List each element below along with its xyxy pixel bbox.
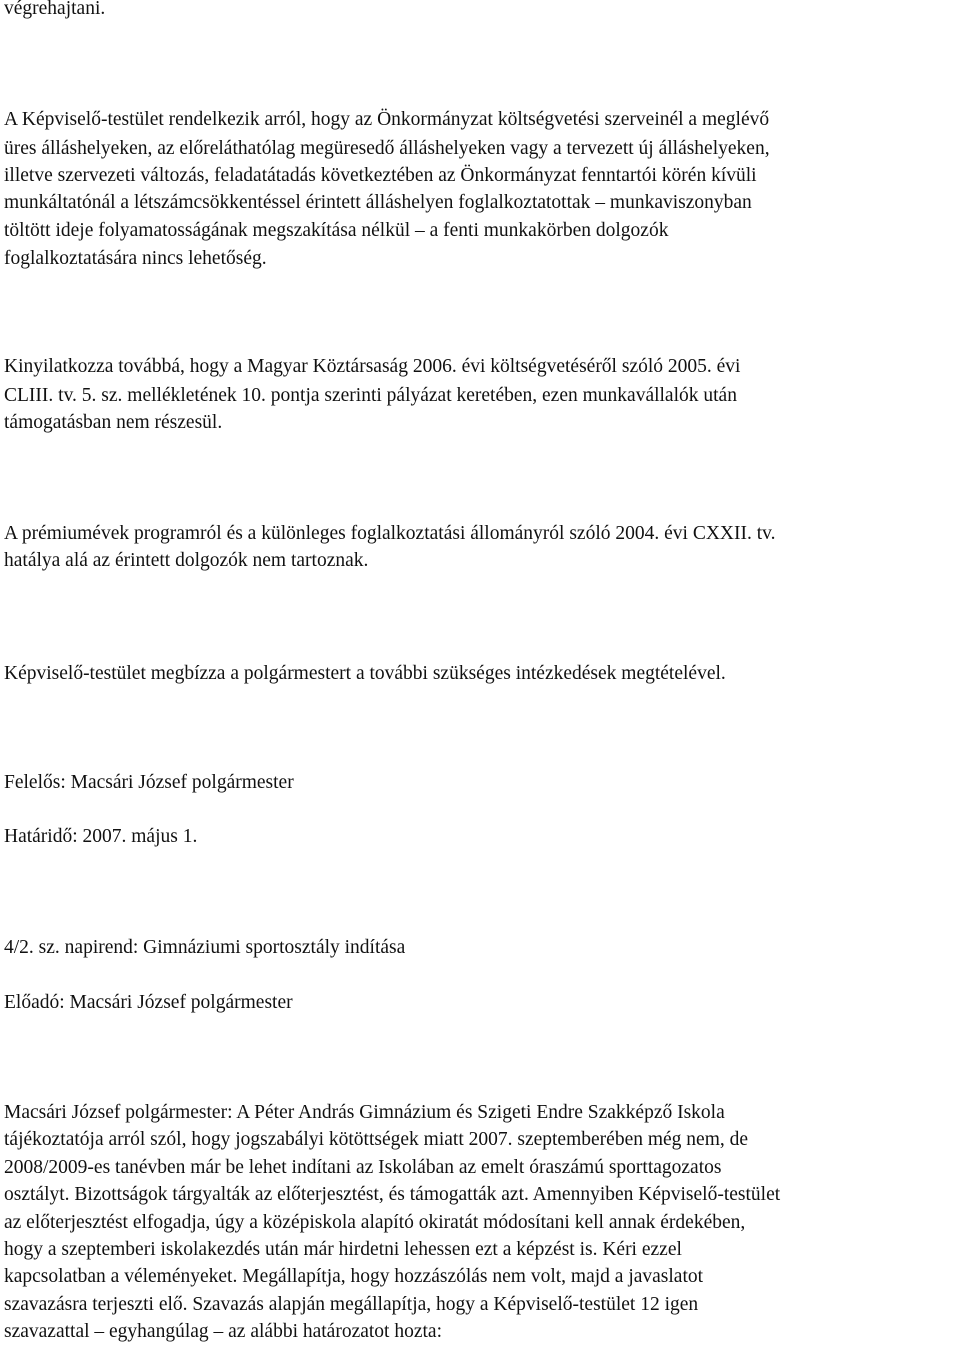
paragraph-mandate: Képviselő-testület megbízza a polgármestert a további szükséges intézkedések megtételével. — [4, 663, 726, 684]
text-line: szavazásra terjeszti elő. Szavazás alapján megállapítja, hogy a Képviselő-testület 12 igen — [4, 1294, 699, 1315]
deadline: Határidő: 2007. május 1. — [4, 826, 198, 847]
text-line: szavazattal – egyhangúlag – az alábbi határozatot hozta: — [4, 1321, 442, 1342]
text-line: üres álláshelyeken, az előreláthatólag megüresedő álláshelyeken vagy a tervezett új álláshelyeken, — [4, 138, 770, 159]
text-line: Kinyilatkozza továbbá, hogy a Magyar Köztársaság 2006. évi költségvetéséről szóló 2005. évi — [4, 356, 741, 377]
text-line: illetve szervezeti változás, feladatátadás következtében az Önkormányzat fenntartói körén kívüli — [4, 165, 757, 186]
text-line: foglalkoztatására nincs lehetőség. — [4, 248, 267, 269]
text-line: az előterjesztést elfogadja, úgy a középiskola alapító okiratát módosítani kell annak érdekében, — [4, 1212, 746, 1233]
text-line: A Képviselő-testület rendelkezik arról, hogy az Önkormányzat költségvetési szerveinél a meglévő — [4, 109, 770, 130]
agenda-item-heading: 4/2. sz. napirend: Gimnáziumi sportosztály indítása — [4, 937, 406, 958]
text-line: hatálya alá az érintett dolgozók nem tartoznak. — [4, 550, 369, 571]
text-line: hogy a szeptemberi iskolakezdés után már hirdetni lehessen ezt a képzést is. Kéri ezzel — [4, 1239, 682, 1260]
text-line: támogatásban nem részesül. — [4, 412, 223, 433]
text-line: töltött ideje folyamatosságának megszakítása nélkül – a fenti munkakörben dolgozók — [4, 220, 669, 241]
text-line: A prémiumévek programról és a különleges foglalkoztatási állományról szóló 2004. évi CXXII. tv. — [4, 523, 776, 544]
text-line: Macsári József polgármester: A Péter András Gimnázium és Szigeti Endre Szakképző Iskola — [4, 1102, 725, 1123]
text-line: osztályt. Bizottságok tárgyalták az előterjesztést, és támogatták azt. Amennyiben Képviselő-testület — [4, 1184, 781, 1205]
text-line: CLIII. tv. 5. sz. mellékletének 10. pontja szerinti pályázat keretében, ezen munkavállalók után — [4, 385, 737, 406]
presenter: Előadó: Macsári József polgármester — [4, 992, 293, 1013]
text-line: végrehajtani. — [4, 0, 106, 19]
text-line: munkáltatónál a létszámcsökkentéssel érintett álláshelyen foglalkoztatottak – munkaviszonyban — [4, 192, 752, 213]
text-line: tájékoztatója arról szól, hogy jogszabályi kötöttségek miatt 2007. szeptemberében még nem, de — [4, 1129, 749, 1150]
text-line: 2008/2009-es tanévben már be lehet indítani az Iskolában az emelt óraszámú sporttagozatos — [4, 1157, 722, 1178]
text-line: kapcsolatban a véleményeket. Megállapítja, hogy hozzászólás nem volt, majd a javaslatot — [4, 1266, 704, 1287]
responsible-person: Felelős: Macsári József polgármester — [4, 772, 294, 793]
